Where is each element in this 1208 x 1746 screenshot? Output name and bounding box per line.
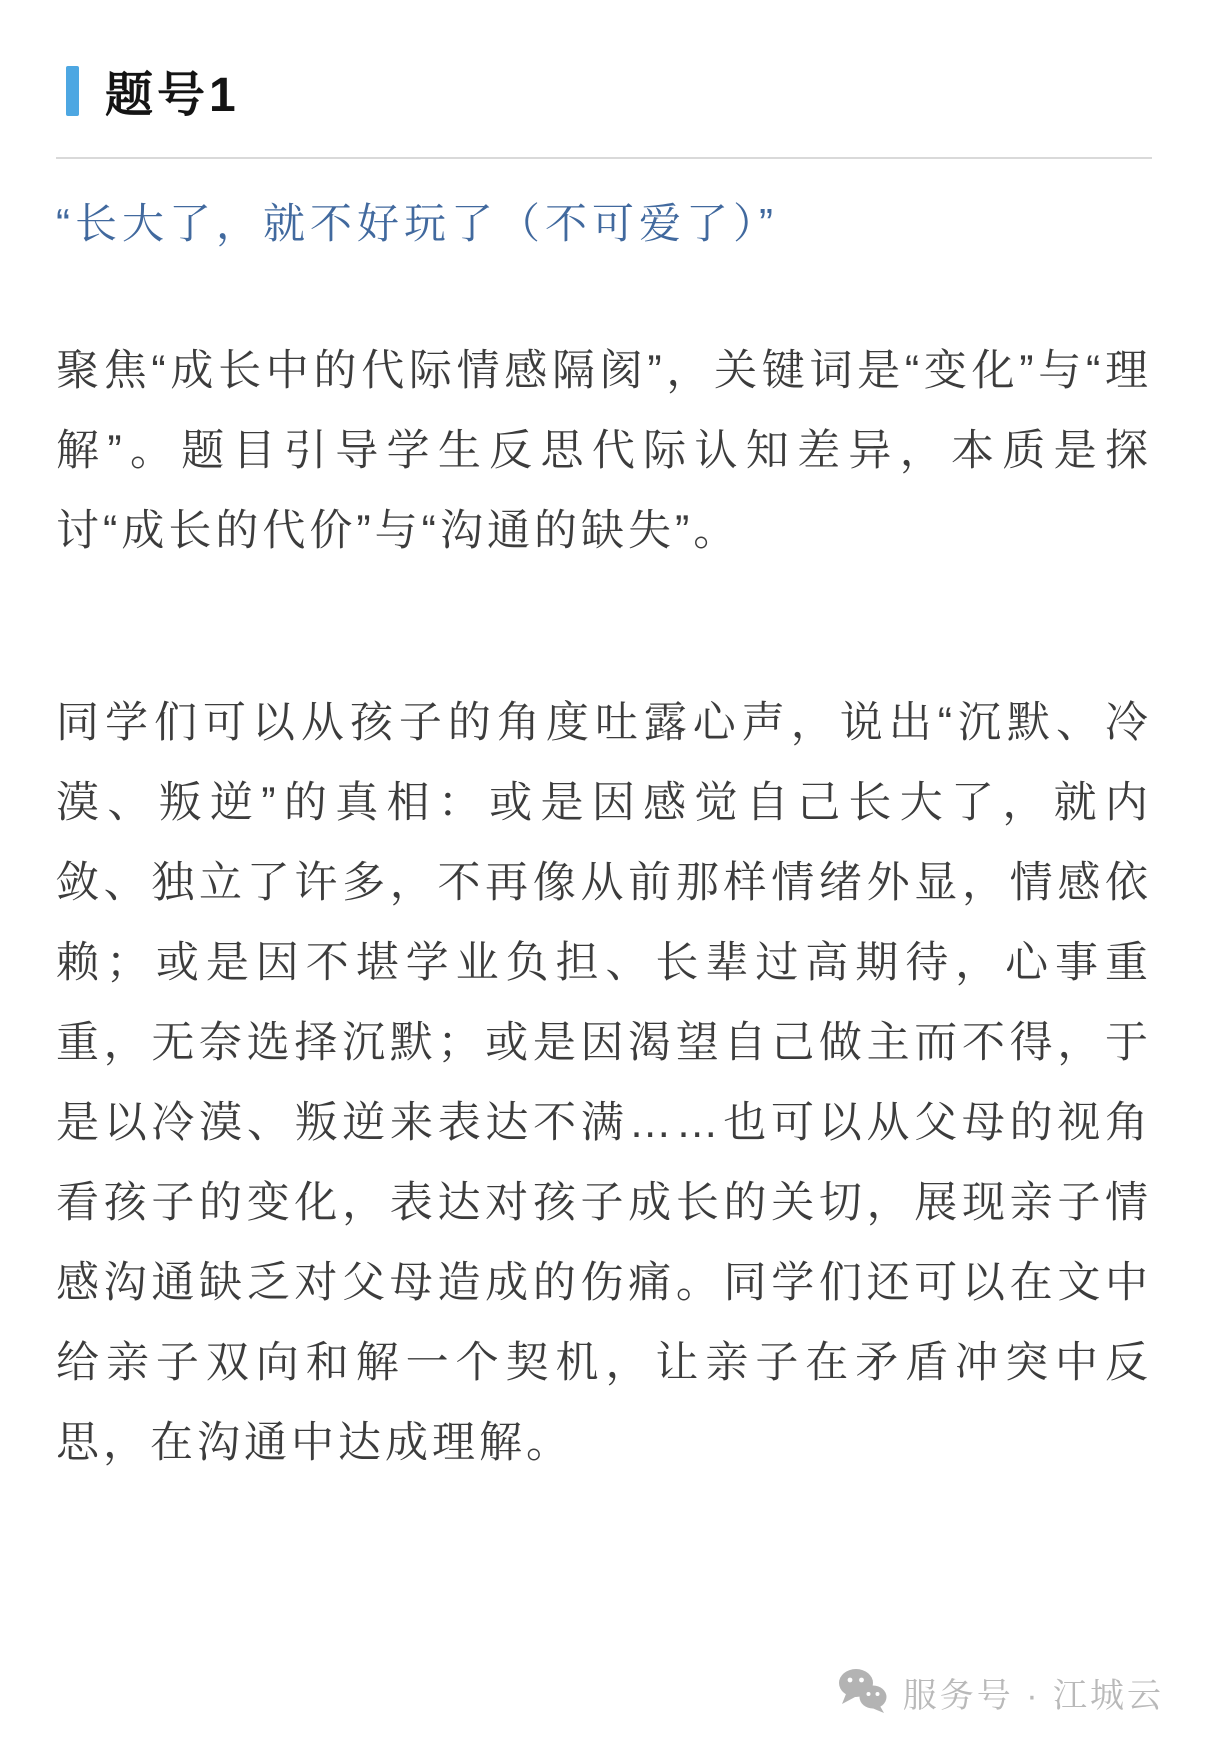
section-header	[66, 56, 1152, 125]
section-title: 题号1	[105, 69, 240, 122]
header-divider	[56, 157, 1152, 159]
watermark-label: 服务号 · 江城云	[902, 1677, 1164, 1715]
quote-title: “长大了，就不好玩了（不可爱了）”	[56, 200, 778, 247]
paragraph-guidance: 同学们可以从孩子的角度吐露心声，说出“沉默、冷漠、叛逆”的真相：或是因感觉自己长大了，就内敛、独立了许多，不再像从前那样情绪外显，情感依赖；或是因不堪学业负担、长辈过高期待，心事重重，无奈选择沉默；或是因渴望自己做主而不得，于是以冷漠、叛逆来表达不满……也可以从父母的视角看孩子的变化，表达对孩子成长的关切，展现亲子情感沟通缺乏对父母造成的伤痛。同学们还可以在文中给亲子双向和解一个契机，让亲子在矛盾冲突中反思，在沟通中达成理解。	[56, 699, 1152, 1467]
accent-bar	[66, 66, 79, 116]
watermark	[837, 1667, 1164, 1718]
wechat-icon	[837, 1667, 889, 1718]
paragraph-analysis: 聚焦“成长中的代际情感隔阂”，关键词是“变化”与“理解”。题目引导学生反思代际认知差异，本质是探讨“成长的代价”与“沟通的缺失”。	[56, 347, 1152, 555]
